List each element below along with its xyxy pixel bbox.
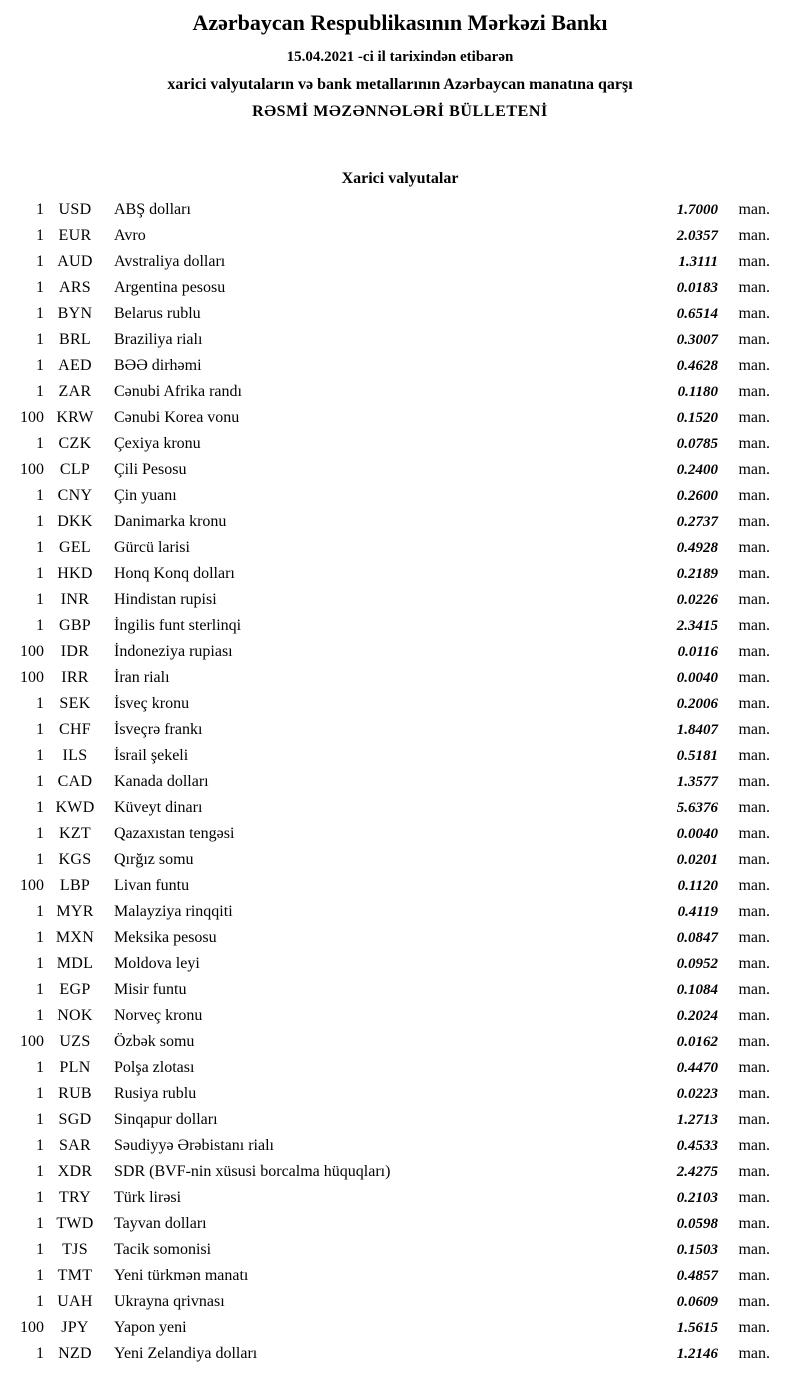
currency-code: TMT: [57, 1267, 93, 1284]
rate-row: [14, 1029, 770, 1055]
currency-code: EUR: [58, 227, 92, 244]
currency-code: SEK: [59, 695, 91, 712]
currency-name: İngilis funt sterlinqi: [114, 617, 242, 634]
currency-code: KZT: [58, 825, 91, 842]
rate-value: 0.2103: [676, 1189, 718, 1206]
rate-unit-label: man.: [738, 903, 770, 920]
currency-name: Qazaxıstan tengəsi: [114, 825, 235, 842]
rate-quantity: 1: [36, 201, 44, 218]
currency-name: İran rialı: [114, 669, 170, 686]
currency-code: SAR: [58, 1137, 92, 1154]
rate-quantity: 100: [20, 409, 44, 426]
currency-code: NZD: [58, 1345, 92, 1362]
rate-value: 0.2006: [676, 695, 718, 712]
rate-row: [14, 327, 770, 353]
rate-row: [14, 717, 770, 743]
rate-row: [14, 613, 770, 639]
rate-row: [14, 977, 770, 1003]
rate-unit-label: man.: [738, 773, 770, 790]
rate-row: [14, 1341, 770, 1367]
rate-unit-label: man.: [738, 1319, 770, 1336]
rate-unit-label: man.: [738, 591, 770, 608]
rate-value: 0.2024: [676, 1007, 718, 1024]
rate-row: [14, 1055, 770, 1081]
rate-row: [14, 353, 770, 379]
rate-unit-label: man.: [738, 981, 770, 998]
rate-row: [14, 223, 770, 249]
currency-name: Misir funtu: [114, 981, 187, 998]
effective-date-line: 15.04.2021 -ci il tarixindən etibarən: [286, 49, 514, 65]
currency-code: KWD: [55, 799, 95, 816]
rate-unit-label: man.: [738, 695, 770, 712]
currency-code: AUD: [57, 253, 93, 270]
rate-unit-label: man.: [738, 383, 770, 400]
rate-unit-label: man.: [738, 1241, 770, 1258]
currency-code: CZK: [58, 435, 92, 452]
rate-unit-label: man.: [738, 227, 770, 244]
rate-row: [14, 873, 770, 899]
currency-code: BYN: [57, 305, 93, 322]
rate-value: 1.3111: [678, 253, 718, 270]
rate-unit-label: man.: [738, 409, 770, 426]
rate-quantity: 1: [36, 253, 44, 270]
currency-code: AED: [58, 357, 92, 374]
rate-row: [14, 535, 770, 561]
rate-row: [14, 457, 770, 483]
rate-value: 0.1520: [676, 409, 718, 426]
rate-unit-label: man.: [738, 1215, 770, 1232]
rate-quantity: 1: [36, 565, 44, 582]
rate-quantity: 1: [36, 331, 44, 348]
rate-quantity: 1: [36, 1189, 44, 1206]
currency-name: Özbək somu: [114, 1033, 195, 1050]
currency-code: DKK: [57, 513, 93, 530]
rate-row: [14, 1107, 770, 1133]
rate-value: 0.0040: [676, 825, 718, 842]
currency-code: SGD: [58, 1111, 92, 1128]
rate-value: 0.2400: [676, 461, 718, 478]
rate-value: 0.2600: [676, 487, 718, 504]
currency-name: Cənubi Korea vonu: [114, 409, 240, 426]
rate-quantity: 1: [36, 773, 44, 790]
rate-quantity: 1: [36, 851, 44, 868]
rate-quantity: 1: [36, 227, 44, 244]
rate-quantity: 100: [20, 669, 44, 686]
rate-value: 0.2737: [676, 513, 718, 530]
rate-quantity: 100: [20, 643, 44, 660]
rate-quantity: 1: [36, 539, 44, 556]
rate-quantity: 1: [36, 747, 44, 764]
currency-code: CHF: [58, 721, 92, 738]
currency-code: CAD: [57, 773, 93, 790]
rate-row: [14, 483, 770, 509]
rate-value: 0.0785: [676, 435, 718, 452]
currency-name: Argentina pesosu: [114, 279, 226, 296]
currency-name: Qırğız somu: [114, 851, 194, 868]
currency-name: SDR (BVF-nin xüsusi borcalma hüquqları): [114, 1163, 391, 1180]
rate-row: [14, 405, 770, 431]
rate-row: [14, 899, 770, 925]
rate-unit-label: man.: [738, 955, 770, 972]
rate-unit-label: man.: [738, 279, 770, 296]
rate-quantity: 1: [36, 981, 44, 998]
rate-quantity: 1: [36, 305, 44, 322]
currency-name: İsveçrə frankı: [114, 721, 203, 738]
rate-unit-label: man.: [738, 1293, 770, 1310]
rate-unit-label: man.: [738, 513, 770, 530]
rate-row: [14, 847, 770, 873]
currency-code: MDL: [56, 955, 94, 972]
rate-quantity: 100: [20, 1319, 44, 1336]
currency-name: İsrail şekeli: [114, 747, 189, 764]
currency-name: Norveç kronu: [114, 1007, 203, 1024]
rate-value: 0.3007: [676, 331, 718, 348]
rate-unit-label: man.: [738, 721, 770, 738]
rate-unit-label: man.: [738, 357, 770, 374]
currency-code: RUB: [58, 1085, 92, 1102]
currency-name: Yapon yeni: [114, 1319, 187, 1336]
bulletin-title: RƏSMİ MƏZƏNNƏLƏRİ BÜLLETENİ: [252, 103, 548, 120]
rate-unit-label: man.: [738, 1111, 770, 1128]
rate-value: 0.1503: [676, 1241, 718, 1258]
currency-name: Çin yuanı: [114, 487, 177, 504]
currency-name: Braziliya rialı: [114, 331, 203, 348]
rate-unit-label: man.: [738, 1007, 770, 1024]
currency-name: Moldova leyi: [114, 955, 200, 972]
currency-name: ABŞ dolları: [114, 201, 191, 218]
currency-name: İndoneziya rupiası: [114, 643, 233, 660]
currency-name: Küveyt dinarı: [114, 799, 203, 816]
rate-quantity: 1: [36, 383, 44, 400]
rate-unit-label: man.: [738, 877, 770, 894]
rate-row: [14, 1003, 770, 1029]
currency-code: GEL: [58, 539, 91, 556]
currency-code: KGS: [58, 851, 92, 868]
rate-row: [14, 1133, 770, 1159]
rate-value: 0.0223: [676, 1085, 718, 1102]
currency-name: Çili Pesosu: [114, 461, 187, 478]
currency-code: LBP: [59, 877, 91, 894]
rate-unit-label: man.: [738, 461, 770, 478]
rate-row: [14, 925, 770, 951]
rate-row: [14, 587, 770, 613]
rate-unit-label: man.: [738, 1267, 770, 1284]
currency-name: Avro: [114, 227, 146, 244]
subject-line: xarici valyutaların və bank metallarının Azərbaycan manatına qarşı: [167, 76, 633, 93]
rate-quantity: 1: [36, 799, 44, 816]
rate-quantity: 1: [36, 1111, 44, 1128]
rate-row: [14, 1237, 770, 1263]
rate-value: 0.4857: [676, 1267, 718, 1284]
currency-code: USD: [58, 201, 92, 218]
currency-name: Yeni Zelandiya dolları: [114, 1345, 258, 1362]
currency-code: EGP: [59, 981, 91, 998]
currency-name: Polşa zlotası: [114, 1059, 195, 1076]
rate-quantity: 1: [36, 1085, 44, 1102]
rate-quantity: 1: [36, 513, 44, 530]
rate-value: 1.2713: [676, 1111, 718, 1128]
currency-name: Honq Konq dolları: [114, 565, 235, 582]
rate-value: 1.5615: [676, 1319, 718, 1336]
rate-quantity: 1: [36, 591, 44, 608]
currency-code: PLN: [59, 1059, 91, 1076]
rate-unit-label: man.: [738, 331, 770, 348]
rate-quantity: 1: [36, 695, 44, 712]
currency-name: Yeni türkmən manatı: [114, 1267, 249, 1284]
section-title-foreign-currencies: Xarici valyutalar: [341, 170, 459, 187]
currency-name: Avstraliya dolları: [114, 253, 226, 270]
currency-code: ARS: [58, 279, 92, 296]
rate-value: 0.1084: [676, 981, 718, 998]
rate-quantity: 1: [36, 721, 44, 738]
rate-row: [14, 691, 770, 717]
rate-value: 2.0357: [676, 227, 718, 244]
rate-value: 2.3415: [676, 617, 718, 634]
currency-name: Livan funtu: [114, 877, 190, 894]
rate-value: 0.4533: [676, 1137, 718, 1154]
rate-quantity: 1: [36, 435, 44, 452]
rate-value: 5.6376: [676, 799, 718, 816]
rate-row: [14, 769, 770, 795]
rate-row: [14, 639, 770, 665]
currency-name: BƏƏ dirhəmi: [114, 357, 202, 374]
rate-quantity: 1: [36, 1163, 44, 1180]
rate-row: [14, 1185, 770, 1211]
currency-code: IDR: [60, 643, 90, 660]
rate-row: [14, 1315, 770, 1341]
rate-quantity: 1: [36, 1059, 44, 1076]
rate-quantity: 1: [36, 487, 44, 504]
rate-value: 0.2189: [676, 565, 718, 582]
currency-code: KRW: [56, 409, 94, 426]
rate-row: [14, 379, 770, 405]
currency-name: Danimarka kronu: [114, 513, 227, 530]
rate-unit-label: man.: [738, 565, 770, 582]
rate-value: 0.4470: [676, 1059, 718, 1076]
rate-unit-label: man.: [738, 1033, 770, 1050]
currency-name: Belarus rublu: [114, 305, 201, 322]
rate-value: 0.0116: [677, 643, 718, 660]
rate-value: 0.0952: [676, 955, 718, 972]
rate-value: 1.3577: [676, 773, 718, 790]
currency-code: MYR: [56, 903, 94, 920]
rate-quantity: 1: [36, 903, 44, 920]
rate-unit-label: man.: [738, 747, 770, 764]
rate-unit-label: man.: [738, 669, 770, 686]
rate-value: 2.4275: [676, 1163, 718, 1180]
rate-row: [14, 275, 770, 301]
rate-quantity: 1: [36, 617, 44, 634]
currency-name: Tacik somonisi: [114, 1241, 212, 1258]
rate-value: 1.8407: [676, 721, 718, 738]
rate-quantity: 1: [36, 1007, 44, 1024]
rate-row: [14, 665, 770, 691]
currency-code: XDR: [57, 1163, 93, 1180]
rate-unit-label: man.: [738, 1189, 770, 1206]
currency-code: TWD: [56, 1215, 94, 1232]
rate-value: 0.5181: [676, 747, 718, 764]
rate-unit-label: man.: [738, 1163, 770, 1180]
currency-name: Gürcü larisi: [114, 539, 190, 556]
rate-value: 0.0847: [676, 929, 718, 946]
rate-value: 0.6514: [676, 305, 718, 322]
rate-row: [14, 431, 770, 457]
currency-name: Sinqapur dolları: [114, 1111, 218, 1128]
rate-quantity: 1: [36, 1215, 44, 1232]
currency-name: Tayvan dolları: [114, 1215, 207, 1232]
rate-row: [14, 1081, 770, 1107]
rate-value: 0.4628: [676, 357, 718, 374]
rate-quantity: 100: [20, 461, 44, 478]
rate-value: 0.1120: [677, 877, 718, 894]
currency-code: UAH: [57, 1293, 93, 1310]
currency-code: ILS: [62, 747, 88, 764]
rate-unit-label: man.: [738, 617, 770, 634]
currency-code: UZS: [59, 1033, 91, 1050]
rate-value: 0.4119: [677, 903, 718, 920]
rate-quantity: 1: [36, 825, 44, 842]
currency-name: Rusiya rublu: [114, 1085, 197, 1102]
rate-row: [14, 1289, 770, 1315]
currency-name: Çexiya kronu: [114, 435, 201, 452]
rate-row: [14, 795, 770, 821]
bank-name-title: Azərbaycan Respublikasının Mərkəzi Bankı: [192, 10, 608, 35]
rate-quantity: 1: [36, 1345, 44, 1362]
currency-code: GBP: [58, 617, 92, 634]
rate-value: 1.7000: [676, 201, 718, 218]
currency-name: İsveç kronu: [114, 695, 190, 712]
rate-unit-label: man.: [738, 539, 770, 556]
rate-value: 0.1180: [677, 383, 718, 400]
currency-code: CLP: [59, 461, 91, 478]
currency-name: Ukrayna qrivnası: [114, 1293, 225, 1310]
rate-row: [14, 743, 770, 769]
rate-unit-label: man.: [738, 851, 770, 868]
rate-row: [14, 951, 770, 977]
currency-code: MXN: [55, 929, 95, 946]
currency-code: BRL: [58, 331, 92, 348]
rates-table: [0, 197, 800, 1367]
currency-name: Türk lirəsi: [114, 1189, 182, 1206]
rate-unit-label: man.: [738, 643, 770, 660]
rate-quantity: 1: [36, 929, 44, 946]
currency-name: Səudiyyə Ərəbistanı rialı: [114, 1137, 274, 1154]
rate-row: [14, 561, 770, 587]
rate-row: [14, 1263, 770, 1289]
rate-value: 0.0201: [676, 851, 718, 868]
rate-value: 0.4928: [676, 539, 718, 556]
currency-name: Malayziya rinqqiti: [114, 903, 233, 920]
rate-unit-label: man.: [738, 305, 770, 322]
rate-value: 0.0162: [676, 1033, 718, 1050]
rate-unit-label: man.: [738, 1345, 770, 1362]
rate-row: [14, 1159, 770, 1185]
rate-quantity: 1: [36, 279, 44, 296]
currency-name: Cənubi Afrika randı: [114, 383, 242, 400]
rate-value: 0.0040: [676, 669, 718, 686]
rate-unit-label: man.: [738, 1085, 770, 1102]
rate-value: 0.0183: [676, 279, 718, 296]
currency-code: CNY: [57, 487, 93, 504]
rate-unit-label: man.: [738, 799, 770, 816]
rate-unit-label: man.: [738, 201, 770, 218]
currency-name: Meksika pesosu: [114, 929, 217, 946]
currency-code: INR: [60, 591, 90, 608]
rate-quantity: 1: [36, 955, 44, 972]
currency-code: ZAR: [58, 383, 92, 400]
rate-unit-label: man.: [738, 929, 770, 946]
rate-value: 0.0226: [676, 591, 718, 608]
rate-quantity: 1: [36, 1293, 44, 1310]
currency-name: Kanada dolları: [114, 773, 209, 790]
rate-row: [14, 197, 770, 223]
rate-value: 1.2146: [676, 1345, 718, 1362]
rate-quantity: 1: [36, 1267, 44, 1284]
currency-code: IRR: [61, 669, 89, 686]
rate-unit-label: man.: [738, 1137, 770, 1154]
rate-row: [14, 1211, 770, 1237]
rate-value: 0.0598: [676, 1215, 718, 1232]
currency-code: TRY: [58, 1189, 92, 1206]
currency-code: JPY: [61, 1319, 89, 1336]
rate-unit-label: man.: [738, 253, 770, 270]
currency-code: TJS: [62, 1241, 88, 1258]
rate-quantity: 1: [36, 1137, 44, 1154]
currency-code: NOK: [57, 1007, 93, 1024]
currency-code: HKD: [57, 565, 93, 582]
rate-quantity: 1: [36, 357, 44, 374]
rate-value: 0.0609: [676, 1293, 718, 1310]
rate-row: [14, 509, 770, 535]
rate-row: [14, 301, 770, 327]
rate-row: [14, 821, 770, 847]
rate-unit-label: man.: [738, 435, 770, 452]
rate-quantity: 100: [20, 1033, 44, 1050]
currency-name: Hindistan rupisi: [114, 591, 217, 608]
rate-unit-label: man.: [738, 1059, 770, 1076]
rate-row: [14, 249, 770, 275]
rate-quantity: 100: [20, 877, 44, 894]
rate-unit-label: man.: [738, 825, 770, 842]
rate-quantity: 1: [36, 1241, 44, 1258]
rate-unit-label: man.: [738, 487, 770, 504]
